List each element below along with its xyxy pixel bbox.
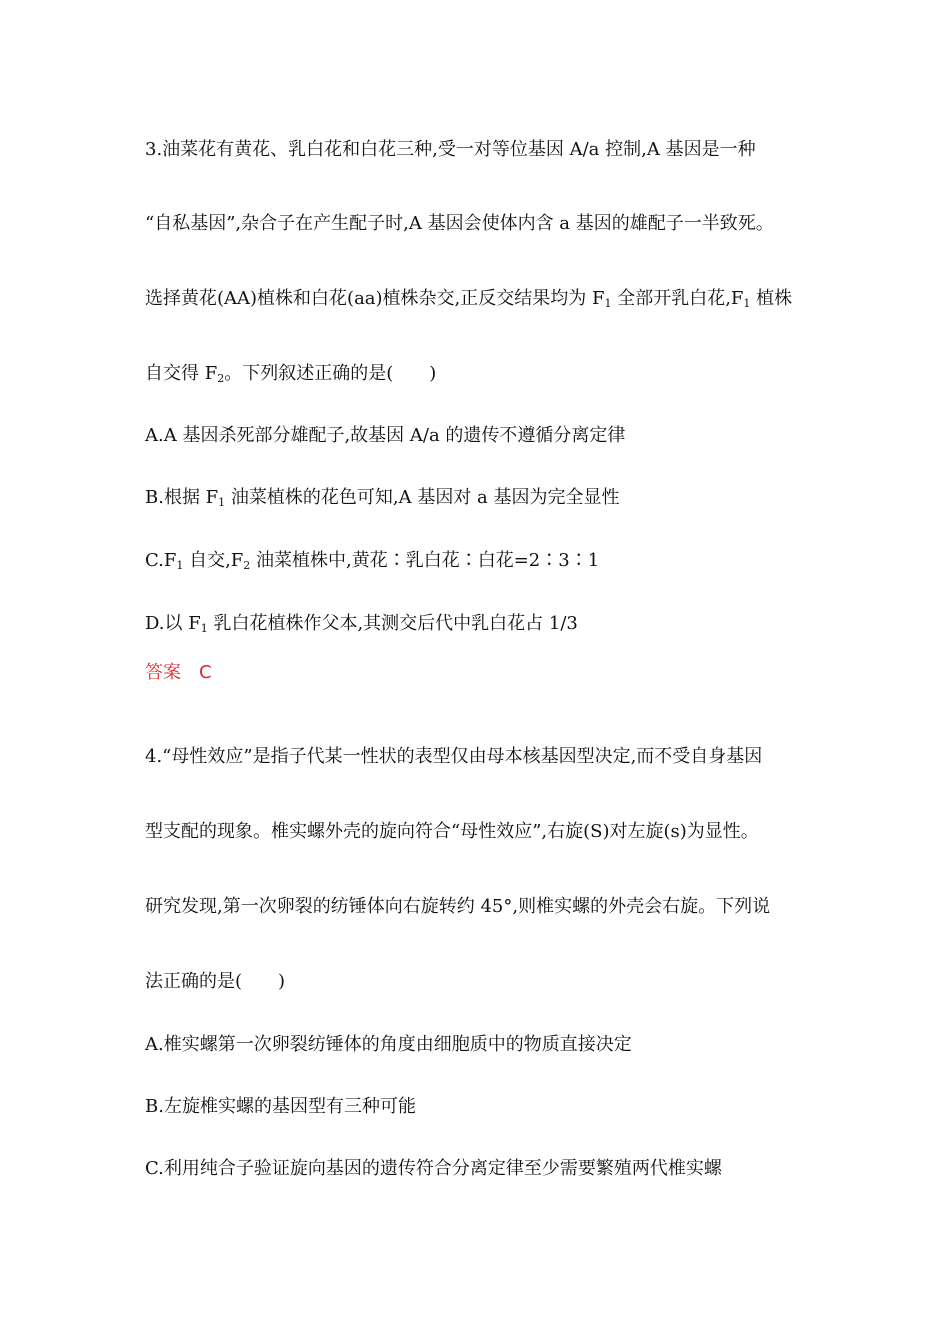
q4-stem-line-1: 4.“母性效应”是指子代某一性状的表型仅由母本核基因型决定,而不受自身基因 xyxy=(145,746,763,767)
q4-option-a: A.椎实螺第一次卵裂纺锤体的角度由细胞质中的物质直接决定 xyxy=(145,1034,632,1055)
q4-stem-line-2: 型支配的现象。椎实螺外壳的旋向符合“母性效应”,右旋(S)对左旋(s)为显性。 xyxy=(145,821,759,842)
q3-stem-line-3: 选择黄花(AA)植株和白花(aa)植株杂交,正反交结果均为 $F_1$ 全部开乳白花$,F_1$ 植株 xyxy=(145,288,793,310)
answer-value: C xyxy=(199,662,212,683)
q3-option-d: D.以 $F_1$ 乳白花植株作父本,其测交后代中乳白花占 1/3 xyxy=(145,613,578,635)
q4-stem-line-3: 研究发现,第一次卵裂的纺锤体向右旋转约 45°,则椎实螺的外壳会右旋。下列说 xyxy=(145,896,771,917)
answer-label: 答案 xyxy=(145,662,181,683)
q3-stem-line-4: 自交得 $F_2$。下列叙述正确的是( ) xyxy=(145,363,437,385)
q4-stem-line-4: 法正确的是( ) xyxy=(145,971,286,992)
q4-option-b: B.左旋椎实螺的基因型有三种可能 xyxy=(145,1096,416,1117)
q3-answer xyxy=(145,661,212,685)
q4-option-c: C.利用纯合子验证旋向基因的遗传符合分离定律至少需要繁殖两代椎实螺 xyxy=(145,1158,722,1179)
q3-option-b: B.根据 $F_1$ 油菜植株的花色可知,A 基因对 a 基因为完全显性 xyxy=(145,487,620,509)
q3-option-c: $C.F_1$ 自交$,F_2$ 油菜植株中,黄花∶乳白花∶白花=2∶3∶1 xyxy=(145,550,600,572)
q3-option-a: A.A 基因杀死部分雄配子,故基因 A/a 的遗传不遵循分离定律 xyxy=(145,425,626,446)
q3-stem-line-2: “自私基因”,杂合子在产生配子时,A 基因会使体内含 a 基因的雄配子一半致死。 xyxy=(145,213,774,234)
q3-stem-line-1: 3.油菜花有黄花、乳白花和白花三种,受一对等位基因 A/a 控制,A 基因是一种 xyxy=(145,139,756,160)
